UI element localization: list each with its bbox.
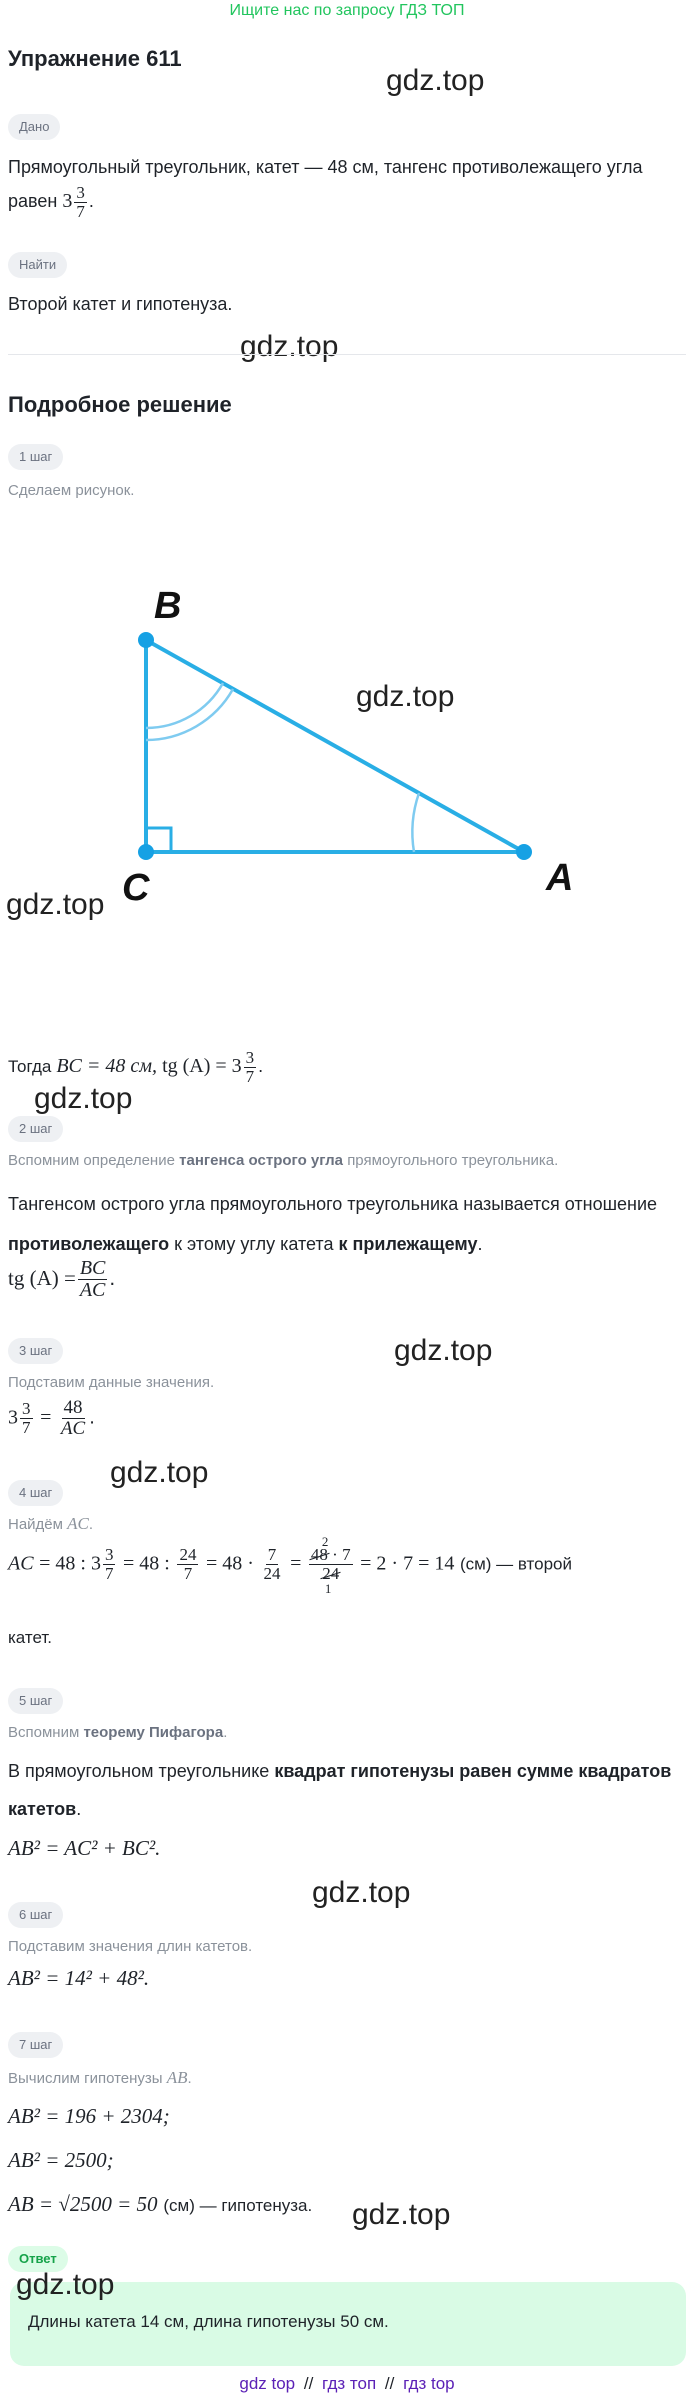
step2-hint: [8, 1152, 558, 1169]
angle-b-arc-outer: [146, 689, 233, 740]
step5-hint-pre: Вспомним: [8, 1724, 80, 1741]
step1-pill: 1 шаг: [8, 444, 63, 470]
watermark: gdz.top: [110, 1456, 209, 1489]
step2-def-bold2: к прилежащему: [338, 1234, 478, 1254]
step7-line3: [8, 2192, 312, 2217]
step7-hint-var: AB: [166, 2068, 188, 2087]
step5-formula: AB² = AC² + BC².: [8, 1836, 161, 1860]
given-den: 7: [76, 201, 85, 221]
step3-num: 3: [22, 1399, 31, 1419]
solution-heading: Подробное решение: [8, 392, 232, 417]
step7-pill: 7 шаг: [8, 2032, 63, 2058]
label-c: C: [122, 867, 150, 909]
given-num: 3: [76, 183, 85, 202]
step4-hint-var: AC: [67, 1514, 89, 1533]
watermark: gdz.top: [386, 64, 485, 97]
step4-calc: AC = 48 : 3 $\frac{3}{7}$ = 48 : $\frac{24}{7}$ = 48 · $\frac{7}{24}$ = 2 $\frac{48 \cdot 7}{24}$ 1 = 2 · 7 = 14 (см) — второй: [8, 1534, 573, 1596]
divider: [8, 354, 686, 355]
step6-pill: 6 шаг: [8, 1902, 63, 1928]
answer-text: Длины катета 14 см, длина гипотенузы 50 см.: [28, 2312, 389, 2331]
then-bc: BC = 48 см,: [56, 1055, 158, 1077]
step4-pill: 4 шаг: [8, 1480, 63, 1506]
watermark: gdz.top: [34, 1082, 133, 1115]
step5-hint-bold: теорему Пифагора: [83, 1724, 224, 1741]
step5-text-bold: квадрат гипотенузы равен сумме квадратов: [274, 1761, 672, 1781]
vertex-a: [516, 844, 532, 860]
watermark: gdz.top: [394, 1334, 493, 1367]
step2-def-mid: к этому углу катета: [174, 1234, 334, 1254]
step5-pill: 5 шаг: [8, 1688, 63, 1714]
footer-link-2[interactable]: гдз топ: [322, 2374, 377, 2393]
step4-unit: (см) — второй: [459, 1554, 573, 1574]
step4-hint: Найдём AC.: [8, 1514, 94, 1533]
step3-pill: 3 шаг: [8, 1338, 63, 1364]
step6-formula: AB² = 14² + 48².: [8, 1966, 150, 1990]
step7-line3-post: (см) — гипотенуза.: [163, 2196, 313, 2215]
vertex-c: [138, 844, 154, 860]
step5-text-pre: В прямоугольном треугольнике: [8, 1761, 270, 1781]
given-text: Прямоугольный треугольник, катет — 48 см, тангенс противолежащего угла равен 3 $\frac{3}{7}$ .: [8, 157, 643, 221]
footer-links: [0, 2374, 694, 2394]
angle-b-arc-inner: [146, 683, 223, 728]
step1-hint: Сделаем рисунок.: [8, 482, 135, 499]
watermark: gdz.top: [356, 680, 455, 713]
watermark: gdz.top: [16, 2268, 115, 2301]
watermark: gdz.top: [352, 2198, 451, 2231]
angle-a-arc: [412, 793, 419, 852]
label-b: B: [154, 585, 182, 627]
watermark: gdz.top: [240, 330, 339, 363]
vertex-b: [138, 632, 154, 648]
step3-right-fraction: [59, 1398, 87, 1439]
step2-def-bold1: противолежащего: [8, 1234, 170, 1254]
footer-link-1[interactable]: gdz top: [239, 2374, 296, 2393]
step2-def-pre: Тангенсом острого угла прямоугольного треугольника называется отношение: [8, 1194, 658, 1214]
step2-formula: tg (A) = $\frac{BC}{AC}$ .: [8, 1257, 116, 1301]
step3-rden: AC: [60, 1417, 86, 1439]
step3-formula: 3 $\frac{3}{7}$ = $\frac{48}{AC}$ .: [8, 1397, 95, 1439]
step4-hint-text: Найдём: [8, 1516, 63, 1533]
top-banner[interactable]: Ищите нас по запросу ГДЗ ТОП: [229, 2, 465, 19]
step3-rnum: 48: [63, 1397, 83, 1418]
step2-hint-pre: Вспомним определение: [8, 1152, 175, 1169]
step1-then: Тогда BC = 48 см, tg (A) = 3 $\frac{3}{7}$ .: [8, 1047, 264, 1086]
step3-whole: 3: [8, 1406, 18, 1429]
answer-pill: Ответ: [8, 2246, 68, 2272]
step7-hint-text: Вычислим гипотенузы: [8, 2070, 163, 2087]
step4-calc-tail: = 2 · 7 = 14: [360, 1552, 455, 1575]
step6-hint: Подставим значения длин катетов.: [8, 1938, 253, 1955]
step5-hint: Вспомним теорему Пифагора.: [8, 1724, 228, 1741]
step2-hint-bold: тангенса острого угла: [179, 1152, 344, 1169]
given-pill: Дано: [8, 114, 60, 140]
given-whole: 3: [62, 190, 73, 213]
watermark: gdz.top: [312, 1876, 411, 1909]
tg-formula-den: AC: [79, 1279, 106, 1301]
watermark: gdz.top: [6, 888, 105, 921]
step2-hint-post: прямоугольного треугольника.: [347, 1152, 559, 1169]
step3-fraction: [20, 1400, 33, 1437]
step3-hint: Подставим данные значения.: [8, 1374, 215, 1391]
step2-pill: 2 шаг: [8, 1116, 63, 1142]
then-fraction: [244, 1049, 257, 1086]
step7-line1: AB² = 196 + 2304;: [8, 2104, 170, 2128]
step7-hint: Вычислим гипотенузы AB.: [8, 2068, 192, 2087]
cancel-top: 2: [321, 1534, 329, 1549]
step4-cont: катет.: [8, 1628, 53, 1647]
page-title: Упражнение 611: [8, 46, 182, 71]
side-ab: [146, 640, 524, 852]
then-word: Тогда: [8, 1057, 52, 1076]
step5-text-bold2: катетов: [8, 1799, 77, 1819]
tg-formula-fraction: [78, 1258, 108, 1301]
given-fraction: [74, 184, 87, 221]
cancel-bottom: 1: [324, 1580, 332, 1596]
step7-line2: AB² = 2500;: [8, 2148, 114, 2172]
tg-formula-left: tg (A) =: [8, 1266, 76, 1291]
tg-formula-num: BC: [79, 1257, 106, 1279]
given-statement: Прямоугольный треугольник, катет — 48 см, тангенс противолежащего угла равен: [8, 157, 643, 212]
then-tg: tg (A) = 3: [162, 1055, 242, 1077]
step7-line3-pre: AB = √2500 = 50: [8, 2192, 158, 2216]
label-a: A: [546, 857, 574, 899]
find-text: Второй катет и гипотенуза.: [8, 294, 233, 314]
step5-text: В прямоугольном треугольнике квадрат гипотенузы равен сумме квадратов катетов.: [8, 1761, 672, 1819]
triangle-diagram: [0, 560, 694, 940]
find-pill: Найти: [8, 252, 67, 278]
step3-den: 7: [22, 1417, 31, 1437]
then-den: 7: [245, 1066, 255, 1086]
step2-definition: Тангенсом острого угла прямоугольного треугольника называется отношение противолежащего к этому углу катета к прилежащему.: [8, 1194, 658, 1254]
footer-sep-1: //: [303, 2374, 314, 2393]
footer-link-3[interactable]: гдз top: [403, 2374, 455, 2393]
footer-sep-2: //: [384, 2374, 395, 2393]
then-num: 3: [245, 1047, 255, 1067]
